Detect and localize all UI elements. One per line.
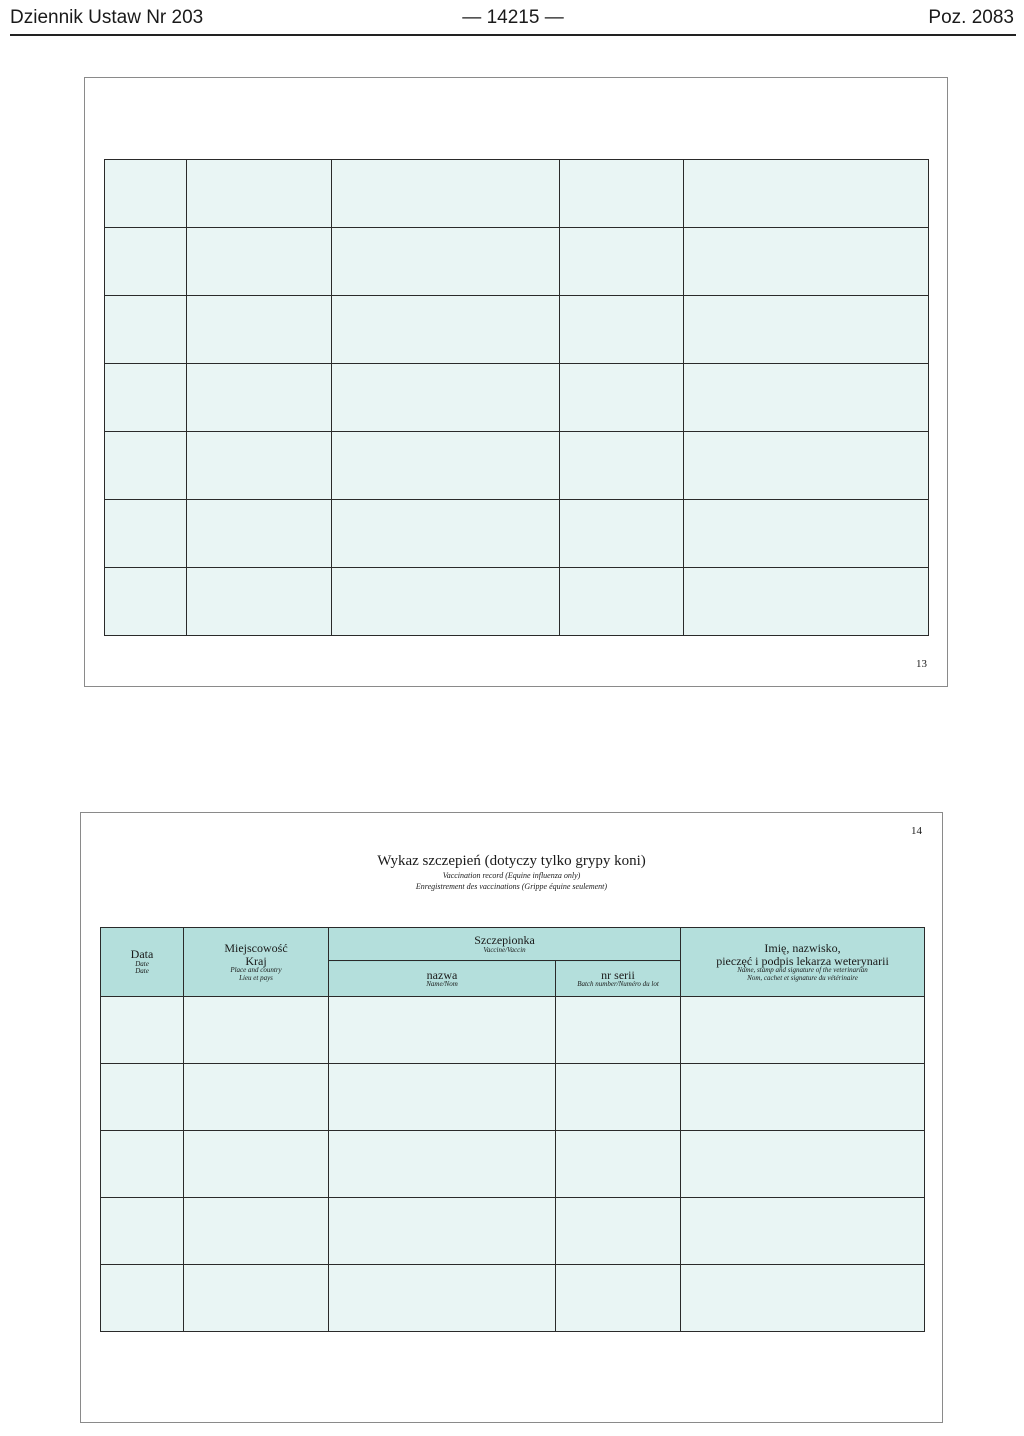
- cell[interactable]: [332, 160, 560, 228]
- vaccination-table: [100, 927, 925, 1332]
- cell[interactable]: [105, 364, 187, 432]
- page-header: [10, 6, 1016, 36]
- cell[interactable]: [105, 296, 187, 364]
- sheet-14: [80, 812, 943, 1423]
- cell[interactable]: [105, 432, 187, 500]
- cell[interactable]: [560, 160, 684, 228]
- col-place: Miejscowość Kraj Place and country Lieu et pays: [184, 928, 329, 997]
- cell[interactable]: [332, 432, 560, 500]
- cell[interactable]: [560, 432, 684, 500]
- blank-rows: [105, 160, 929, 636]
- cell[interactable]: [329, 1265, 556, 1332]
- cell[interactable]: [684, 432, 929, 500]
- cell[interactable]: [684, 160, 929, 228]
- vaccination-title-en: Vaccination record (Equine influenza only): [442, 871, 581, 880]
- cell[interactable]: [101, 1131, 184, 1198]
- table-row: [101, 1131, 925, 1198]
- vaccination-rows: [101, 997, 925, 1332]
- cell[interactable]: [187, 568, 332, 636]
- cell[interactable]: [101, 1265, 184, 1332]
- cell[interactable]: [101, 1198, 184, 1265]
- position-number: Poz. 2083: [928, 7, 1014, 28]
- sheet-page-number: 13: [916, 658, 927, 670]
- cell[interactable]: [560, 228, 684, 296]
- cell[interactable]: [329, 1064, 556, 1131]
- cell[interactable]: [684, 296, 929, 364]
- cell[interactable]: [681, 1198, 925, 1265]
- journal-title: Dziennik Ustaw Nr 203: [10, 7, 204, 28]
- col-batch-number: nr serii Batch number/Numéro du lot: [556, 961, 681, 997]
- cell[interactable]: [332, 228, 560, 296]
- cell[interactable]: [187, 500, 332, 568]
- cell[interactable]: [105, 568, 187, 636]
- cell[interactable]: [187, 160, 332, 228]
- blank-record-table: [104, 159, 929, 636]
- sheet-13: [84, 77, 948, 687]
- table-row: [105, 568, 929, 636]
- cell[interactable]: [681, 997, 925, 1064]
- cell[interactable]: [684, 228, 929, 296]
- cell[interactable]: [101, 997, 184, 1064]
- cell[interactable]: [332, 568, 560, 636]
- cell[interactable]: [681, 1064, 925, 1131]
- table-row: [101, 1265, 925, 1332]
- col-date: Data Date Date: [101, 928, 184, 997]
- cell[interactable]: [681, 1265, 925, 1332]
- cell[interactable]: [101, 1064, 184, 1131]
- cell[interactable]: [184, 1131, 329, 1198]
- cell[interactable]: [187, 432, 332, 500]
- cell[interactable]: [556, 1265, 681, 1332]
- cell[interactable]: [105, 228, 187, 296]
- cell[interactable]: [329, 1131, 556, 1198]
- table-row: [101, 1198, 925, 1265]
- cell[interactable]: [187, 228, 332, 296]
- cell[interactable]: [560, 296, 684, 364]
- cell[interactable]: [684, 364, 929, 432]
- cell[interactable]: [556, 1064, 681, 1131]
- cell[interactable]: [560, 364, 684, 432]
- cell[interactable]: [329, 997, 556, 1064]
- cell[interactable]: [187, 364, 332, 432]
- cell[interactable]: [184, 997, 329, 1064]
- col-vaccine-name: nazwa Name/Nom: [329, 961, 556, 997]
- cell[interactable]: [560, 500, 684, 568]
- cell[interactable]: [184, 1265, 329, 1332]
- cell[interactable]: [556, 1131, 681, 1198]
- cell[interactable]: [332, 296, 560, 364]
- table-row: [105, 432, 929, 500]
- cell[interactable]: [105, 160, 187, 228]
- cell[interactable]: [684, 500, 929, 568]
- vaccination-table-header: [101, 928, 925, 997]
- sheet-page-number: 14: [911, 825, 922, 837]
- cell[interactable]: [681, 1131, 925, 1198]
- cell[interactable]: [332, 364, 560, 432]
- cell[interactable]: [105, 500, 187, 568]
- cell[interactable]: [556, 1198, 681, 1265]
- col-vaccine: Szczepionka Vaccine/Vaccin: [329, 928, 681, 961]
- page-number-header: — 14215 —: [462, 7, 564, 28]
- vaccination-title: Wykaz szczepień (dotyczy tylko grypy koni): [377, 853, 646, 869]
- cell[interactable]: [187, 296, 332, 364]
- col-veterinarian: Imię, nazwisko, pieczęć i podpis lekarza weterynarii Name, stamp and signature of the veterinarian Nom, cachet et signature du vétérinaire: [681, 928, 925, 997]
- cell[interactable]: [556, 997, 681, 1064]
- table-row: [105, 160, 929, 228]
- cell[interactable]: [560, 568, 684, 636]
- vaccination-title-fr: Enregistrement des vaccinations (Grippe équine seulement): [415, 882, 608, 891]
- table-row: [105, 364, 929, 432]
- table-row: [105, 296, 929, 364]
- cell[interactable]: [329, 1198, 556, 1265]
- table-row: [101, 997, 925, 1064]
- cell[interactable]: [332, 500, 560, 568]
- cell[interactable]: [684, 568, 929, 636]
- table-row: [101, 1064, 925, 1131]
- table-row: [105, 228, 929, 296]
- table-row: [105, 500, 929, 568]
- cell[interactable]: [184, 1064, 329, 1131]
- cell[interactable]: [184, 1198, 329, 1265]
